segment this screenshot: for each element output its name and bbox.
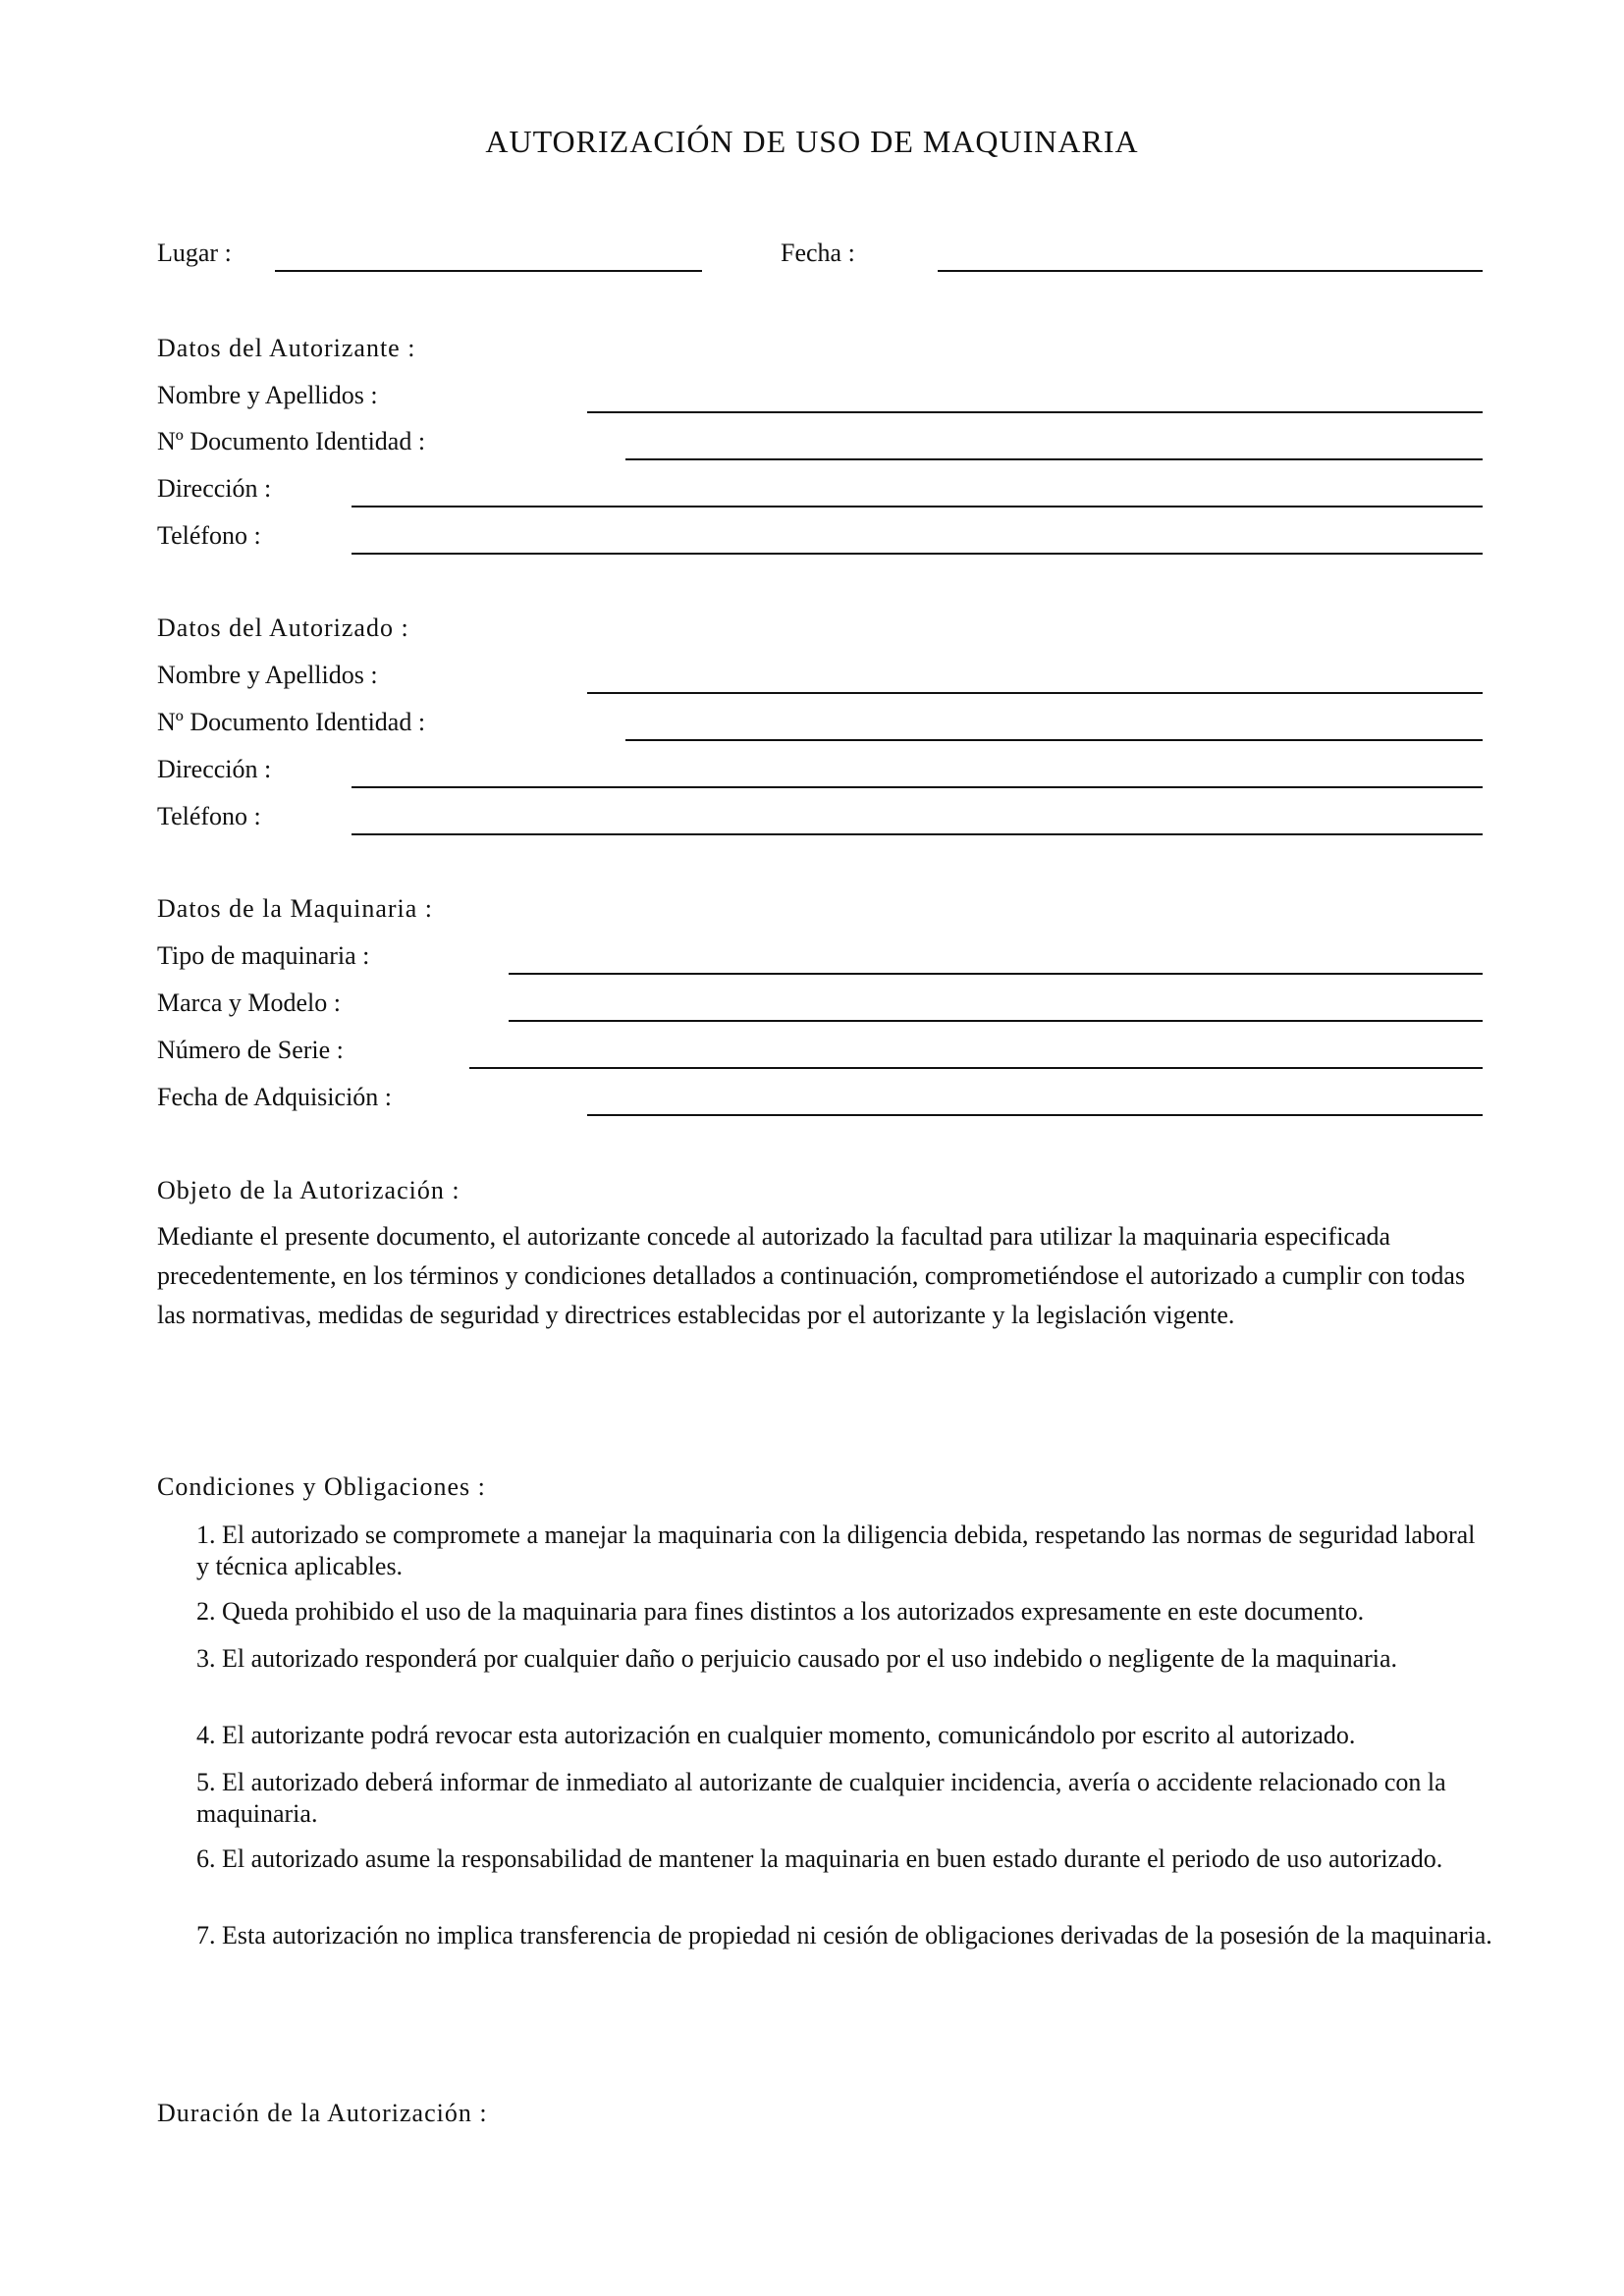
autorizante-nombre-line[interactable] (587, 411, 1483, 413)
maquinaria-tipo-line[interactable] (509, 973, 1483, 975)
autorizante-telefono-label: Teléfono : (157, 521, 261, 550)
autorizado-heading: Datos del Autorizado : (157, 614, 409, 642)
duracion-heading: Duración de la Autorización : (157, 2099, 488, 2127)
autorizante-heading: Datos del Autorizante : (157, 334, 416, 362)
condicion-item-4: 4. El autorizante podrá revocar esta autorización en cualquier momento, comunicándolo por escrito al autorizado. (196, 1721, 1356, 1749)
autorizante-telefono-line[interactable] (352, 553, 1483, 555)
autorizado-direccion-line[interactable] (352, 786, 1483, 788)
maquinaria-tipo-label: Tipo de maquinaria : (157, 941, 370, 970)
objeto-heading: Objeto de la Autorización : (157, 1176, 460, 1204)
fecha-field-line[interactable] (938, 270, 1483, 272)
maquinaria-marca-line[interactable] (509, 1020, 1483, 1022)
autorizado-telefono-line[interactable] (352, 833, 1483, 835)
maquinaria-marca-label: Marca y Modelo : (157, 988, 342, 1017)
lugar-field-line[interactable] (275, 270, 702, 272)
maquinaria-fecha-label: Fecha de Adquisición : (157, 1083, 393, 1111)
autorizante-direccion-line[interactable] (352, 506, 1483, 507)
autorizante-documento-line[interactable] (625, 458, 1483, 460)
fecha-label: Fecha : (781, 239, 855, 267)
condiciones-heading: Condiciones y Obligaciones : (157, 1472, 486, 1501)
autorizado-telefono-label: Teléfono : (157, 802, 261, 830)
maquinaria-serie-label: Número de Serie : (157, 1036, 344, 1064)
maquinaria-serie-line[interactable] (469, 1067, 1483, 1069)
condicion-item-6: 6. El autorizado asume la responsabilidad de mantener la maquinaria en buen estado durante el periodo de uso autorizado. (196, 1844, 1443, 1873)
condicion-item-3: 3. El autorizado responderá por cualquier daño o perjuicio causado por el uso indebido o negligente de la maquinaria. (196, 1644, 1398, 1673)
condicion-item-1: 1. El autorizado se compromete a manejar la maquinaria con la diligencia debida, respetando las normas de seguridad laboral y técnica aplicables. (196, 1521, 1476, 1580)
autorizado-direccion-label: Dirección : (157, 755, 272, 783)
document-title: AUTORIZACIÓN DE USO DE MAQUINARIA (485, 124, 1139, 159)
autorizado-nombre-line[interactable] (587, 692, 1483, 694)
condicion-item-2: 2. Queda prohibido el uso de la maquinaria para fines distintos a los autorizados expresamente en este documento. (196, 1597, 1365, 1626)
autorizado-nombre-label: Nombre y Apellidos : (157, 661, 378, 689)
maquinaria-heading: Datos de la Maquinaria : (157, 894, 434, 923)
objeto-paragraph: Mediante el presente documento, el autorizante concede al autorizado la facultad para utilizar la maquinaria especificada precedentemente, en los términos y condiciones detallados a continuación, comprometiéndose el autorizado a cumplir con todas las normativas, medidas de seguridad y directrices establecidas por el autorizante y la legislación vigente. (157, 1222, 1466, 1329)
autorizante-nombre-label: Nombre y Apellidos : (157, 381, 378, 409)
lugar-label: Lugar : (157, 239, 232, 267)
autorizante-documento-label: Nº Documento Identidad : (157, 427, 426, 455)
maquinaria-fecha-line[interactable] (587, 1114, 1483, 1116)
condicion-item-5: 5. El autorizado deberá informar de inmediato al autorizante de cualquier incidencia, avería o accidente relacionado con la maquinaria. (196, 1768, 1446, 1828)
autorizado-documento-label: Nº Documento Identidad : (157, 708, 426, 736)
condicion-item-7: 7. Esta autorización no implica transferencia de propiedad ni cesión de obligaciones derivadas de la posesión de la maquinaria. (196, 1921, 1492, 1949)
autorizado-documento-line[interactable] (625, 739, 1483, 741)
autorizante-direccion-label: Dirección : (157, 474, 272, 503)
